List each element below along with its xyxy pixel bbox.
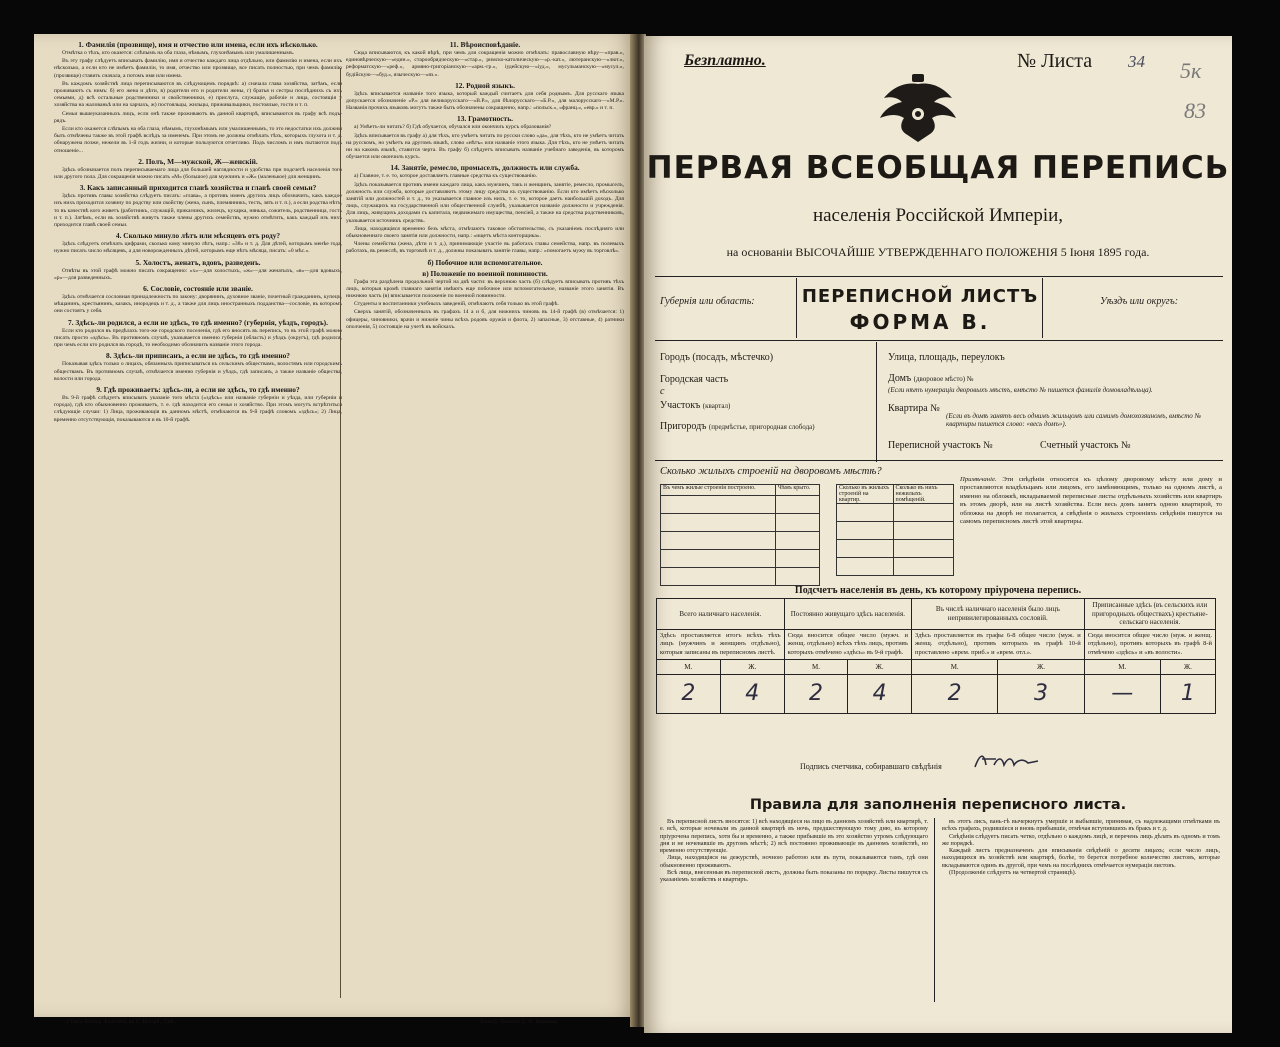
rule — [655, 340, 1223, 341]
sex-label: Ж. — [1160, 660, 1215, 675]
pop-value: 2 — [657, 675, 721, 714]
section-heading: б) Побочное или вспомогательное. — [427, 257, 543, 267]
section-heading: 12. Родной языкъ. — [455, 80, 515, 90]
instruction-paragraph: Сюда вписываются, къ какой вѣрѣ, при чемъ для сокращенія можно отмѣчать: православную вѣру—«прав.», единовѣрческую—«един.», старообрядческую—«стар.», римско-католическую—«р.-кат.», лютеранскую—«лют.», реформатскую—«реф.», армяно-григоріанскую—«арм.-гр.», іудейскую—«іуд.», мусульманскую—«мусул.», будійскую—«буд.», языческую—«яз.». — [346, 50, 624, 78]
rules-column-1 — [660, 818, 928, 1002]
pop-note-peasants: Сюда вносится общее число (муж. и женщ. отдѣльно), противъ которыхъ въ графѣ 8-й отмѣчено «здѣсь» и «въ волости». — [1084, 629, 1215, 660]
house-note-2: (Если нѣтъ нумераціи дворовыхъ мѣстъ, вмѣсто № пишется фамилія домовладѣльца). — [888, 386, 1153, 394]
section-heading: 13. Грамотность. — [457, 114, 513, 124]
instruction-paragraph: Здѣсь противъ главы хозяйства слѣдуетъ писать: «глава», а противъ именъ другихъ лицъ обозначить, какъ каждое изъ нихъ приходится хозяину по родству или свойству (жена, сынъ, племянникъ, тесть, зять и т. п.), а если родства нѣтъ, то въ качествѣ кого живетъ (работникъ, служащій, приказчикъ, жилецъ, кухарка, нянька, сожитель, родственница, гость и т. п.). Затѣмъ, если въ хозяйствѣ живутъ также члены другихъ семействъ, нужно отмѣтить, какъ каждый изъ нихъ приходится главѣ своей семьи. — [54, 193, 342, 229]
section-heading: 2. Полъ, М—мужской, Ж—женскій. — [138, 156, 258, 166]
pop-value: — — [1084, 675, 1160, 714]
instruction-paragraph: а) Умѣетъ-ли читать? б) Гдѣ обучается, обучался или окончилъ курсъ образованія? — [354, 124, 552, 131]
rules-title: Правила для заполненія переписного листа. — [749, 797, 1127, 813]
house-note: (дворовое мѣсто) № — [913, 375, 974, 383]
pop-value: 4 — [848, 675, 912, 714]
pop-note-permanent: Сюда вносится общее число (мужч. и женщ. отдѣльно) всѣхъ тѣхъ лицъ, противъ которыхъ отмѣчено «здѣсь» въ 9-й графѣ. — [784, 629, 911, 660]
rule — [1042, 278, 1043, 338]
pop-value: 1 — [1160, 675, 1215, 714]
instruction-paragraph: Отмѣтка о тѣхъ, кто оказется: слѣпымъ на оба глаза, нѣмымъ, глухонѣмымъ или умалишеннымъ. — [62, 50, 295, 56]
instruction-paragraph: Лица, находящіяся временно безъ мѣста, отмѣчаютъ таковое обстоятельство, съ указаніемъ послѣдняго или обыкновеннаго своего занятія или должности, напр.: «ищетъ мѣста конторщика». — [346, 225, 624, 240]
city-part-value: с — [660, 386, 665, 397]
left-column-2 — [346, 38, 624, 1013]
sex-label: М. — [1084, 660, 1160, 675]
column-divider — [340, 68, 341, 998]
instruction-paragraph: Въ 9-й графѣ слѣдуетъ вписывать указаніе того мѣста («здѣсь» или названіе губерніи и уѣзда, или губерніи и города), гдѣ кто обыкновенно проживаетъ, т. е. гдѣ находится его семья и хозяйство. При этомъ могутъ встрѣтиться слѣдующіе случаи: 1) Лица, проживающія въ данномъ мѣстѣ, отмѣчаются въ 9-й графѣ словомъ «здѣсь»; 2) Лица, временно отсутствующія, показываются и въ 10-й графѣ. — [54, 394, 342, 423]
suburb-note: (предмѣстье, пригородная слобода) — [708, 423, 815, 431]
sheet-title: ПЕРЕПИСНОЙ ЛИСТЪ — [801, 286, 1039, 307]
town-field: Городъ (посадъ, мѣстечко) — [660, 352, 774, 363]
building-count-table — [836, 484, 954, 576]
section-heading: 9. Гдѣ проживаетъ: здѣсь-ли, а если не здѣсь, то гдѣ именно? — [96, 384, 300, 394]
pencil-mark: 83 — [1184, 98, 1206, 123]
pencil-mark: 5к — [1180, 58, 1202, 83]
instruction-paragraph: Здѣсь вписывается въ графу а) для тѣхъ, кто умѣетъ читать по русски слово «да», для тѣхъ, кто не умѣетъ читать на русскомъ, но умѣетъ на другомъ языкѣ, слово «нѣтъ» или названіе этого языка. Для тѣхъ, кто не умѣетъ читать ни на какомъ языкѣ, ставится черта. Въ графу б) слѣдуетъ вписывать названіе учебнаго заведенія, въ которомъ обучается или окончилъ курсъ. — [346, 132, 624, 161]
instruction-paragraph: Члены семейства (жена, дѣти и т. д.), принимающіе участіе въ работахъ главы семейства, напр. въ полевыхъ работахъ, въ ремеслѣ, въ торговлѣ и т. д., должны показывать занятіе главы, напр.: «помогаетъ мужу въ торговлѣ». — [346, 241, 624, 255]
instruction-paragraph: Отвѣты въ этой графѣ можно писать сокращенно: «х»—для холостыхъ, «ж»—для женатыхъ, «в»—для вдовыхъ, «р»—для разведенныхъ. — [54, 267, 342, 281]
sex-label: Ж. — [848, 660, 912, 675]
note-text: Эти свѣдѣнія относятся къ цѣлому дворовому мѣсту или дому и проставляются владѣльцамъ или лицомъ, его замѣняющимъ, только на одномъ листѣ, а именно на обложкѣ, вкладываемой переписные листы отдѣльныхъ хозяйствъ или квартиръ въ этомъ дворѣ, или на листѣ хозяйства. Если весь домъ занятъ одною квартирой, то обложка на дворѣ не полагается, а свѣдѣнія о жилыхъ строеніяхъ свѣдѣнія пишутся на самомъ переписномъ листѣ этой квартиры. — [960, 476, 1222, 526]
rule — [876, 342, 877, 462]
instruction-paragraph: Если кто окажется слѣпымъ на оба глаза, нѣмымъ, глухонѣмымъ или умалишеннымъ, то это недостатки ихъ должны быть отмѣчены также въ этой графѣ вслѣдъ за именемъ. При этомъ не должны отмѣчать тѣхъ, которыхъ глухота и т. д. обнаружена позже, нежели въ 1-й годъ жизни, и которые пользуются отчетливо. Подъ числомъ и имъ пытаются подъ отношеніе... — [54, 126, 342, 154]
form-title: ФОРМА В. — [849, 310, 991, 334]
right-footer-imprint: Типогр. Печатни С. П. Яковлева — [480, 1020, 558, 1025]
precinct-field: Участокъ — [660, 400, 701, 411]
precinct-note: (квартал) — [702, 402, 731, 410]
signature-label: Подпись счетчика, собиравшаго свѣдѣнія — [800, 762, 942, 771]
rule — [934, 818, 935, 1002]
rule — [655, 276, 1223, 277]
section-heading: 7. Здѣсь-ли родился, а если не здѣсь, то гдѣ именно? (губернія, уѣздъ, городъ). — [68, 317, 328, 327]
apartment-note: (Если въ домѣ занятъ весь однимъ жильцомъ или самимъ домохозяиномъ, вмѣсто № квартиры пишется слово: «весь домъ»). — [946, 412, 1202, 428]
pop-value: 4 — [720, 675, 784, 714]
census-basis: на основаніи ВЫСОЧАЙШЕ УТВЕРЖДЕННАГО ПОЛОЖЕНІЯ 5 Іюня 1895 года. — [726, 245, 1150, 259]
sex-label: Ж. — [998, 660, 1084, 675]
table-header: Сколько въ жилыхъ строеній на квартир. — [837, 485, 894, 504]
pop-note-total: Здѣсь проставляется итогъ всѣхъ тѣхъ лицъ (мужчинъ и женщинъ отдѣльно), которыя записаны въ переписномъ листѣ. — [657, 629, 785, 660]
rule-paragraph: Свѣдѣнія слѣдуетъ писать четко, отдѣльно о каждомъ лицѣ, и перечень лицъ дѣлать въ одномъ и томъ же порядкѣ. — [942, 832, 1220, 847]
table-header: Чѣмъ крыто. — [775, 485, 819, 496]
section-heading: в) Положеніе по военной повинности. — [422, 268, 548, 278]
census-subtitle: населенія Россійской Имперіи, — [812, 205, 1064, 226]
instruction-paragraph: Показывая здѣсь только о лицахъ, обязанныхъ приписываться къ сельскимъ обществамъ, волостямъ или городскимъ обществамъ. Въ противномъ случаѣ, отмѣчается именно губернія и уѣздъ, гдѣ записанъ, а также названіе общества, волости или города. — [54, 361, 342, 382]
double-headed-eagle-icon — [876, 72, 960, 148]
instruction-paragraph: Здѣсь слѣдуетъ отмѣчать цифрами, сколько кому минуло лѣтъ, напр.: «38» и т. д. Для дѣтей, которымъ менѣе года, нужно писать число мѣсяцевъ, а для новорожденныхъ дѣтей, которымъ еще нѣтъ мѣсяца, писать: «0 мѣс.». — [54, 241, 342, 255]
instruction-paragraph: Въ эту графу слѣдуетъ вписывать фамилію, имя и отчество каждаго лица отдѣльно, или фамилію и имена, если ихъ нѣсколько, а если кто не имѣетъ фамиліи, то имя, отчество или прозвище, все писать полностью, при чемъ фамилію (прозвище) ставить сначала, а потомъ имя или имена. — [54, 58, 342, 79]
rule-paragraph: Лица, находящіяся на дежурствѣ, ночною работою или въ пути, показываются тамъ, гдѣ они обыкновенно проживаютъ. — [660, 854, 928, 869]
left-footer-imprint: 1 Типо-Литогр. Колотичъ въ С. Петерб., Спб. — [66, 1020, 176, 1025]
rule — [655, 460, 1223, 461]
district-label: Уѣздъ или округъ: — [1100, 296, 1179, 307]
section-heading: 14. Занятіе, ремесло, промыселъ, должность или служба. — [390, 163, 580, 173]
population-title: Подсчетъ населенія въ день, къ которому пріурочена перепись. — [794, 585, 1082, 596]
instruction-paragraph: Семьи вышеуказанныхъ лицъ, если онѣ также проживаютъ въ данной квартирѣ, вписываются въ графу всѣ подъ-рядъ. — [54, 110, 342, 124]
pop-header-permanent: Постоянно живущаго здѣсь населенія. — [784, 599, 911, 630]
section-heading: 6. Сословіе, состояніе или званіе. — [143, 284, 253, 294]
pop-header-total: Всего наличнаго населенія. — [657, 599, 785, 630]
sex-label: М. — [784, 660, 848, 675]
instruction-paragraph: Здѣсь отмѣчается сословная принадлежность по закону: дворянинъ, духовное званіе, почетный гражданинъ, купецъ, мѣщанинъ, крестьянинъ, казакъ, инородецъ и т. д., а также для лицъ иностранныхъ подданства—сословіе, въ которомъ они состоятъ у себя. — [54, 294, 342, 315]
section-heading: 11. Вѣроисповѣданіе. — [449, 40, 521, 49]
sex-label: М. — [657, 660, 721, 675]
left-column-1 — [54, 38, 342, 1013]
instruction-paragraph: Здѣсь обозначается полъ переписываемаго лица для большей наглядности и удобства при подсчетѣ населенія того или другого пола. Для сокращенія можно писать «М» (большое) для мужчинъ и «Ж» (маленькое) для женщинъ. — [54, 166, 342, 181]
note-block — [960, 476, 1222, 526]
instruction-paragraph: Здѣсь показывается противъ имени каждаго лица, какъ мужчинъ, такъ и женщинъ, занятіе, ремесло, промыселъ, должность или служба, которые доставляютъ этому лицу средства къ существованію. Если кто имѣетъ нѣсколько занятій или должностей и т. д., то указывается главное изъ нихъ, т. е. то, которое даетъ наибольшій доходъ. Для лицъ, служащихъ на государственной или общественной службѣ, указывается названіе должности и учрежденія. Для лицъ, живущихъ доходами съ капитала, недвижимаго имущества, пенсіей, а также на средства родственниковъ, указывается источникъ средствъ. — [346, 181, 624, 224]
instruction-paragraph: Графа эта раздѣлена продольной чертой на двѣ части: въ верхнюю часть (б) слѣдуетъ вписывать противъ тѣхъ лицъ, которыя кромѣ главнаго занятія имѣютъ еще побочное или вспомогательное, названіе этого занятія. Въ нижнюю часть (в) вписывается положеніе по военной повинности. — [346, 278, 624, 300]
instruction-paragraph: Здѣсь вписывается названіе того языка, который каждый считаетъ для себя роднымъ. Для русскаго языка допускается обозначеніе «Р.» для великорусскаго—«В.Р.», для бѣлорусскаго—«Б.Р.», для малорусскаго—«М.Р.». Названія прочихъ языковъ могутъ также быть обозначены сокращенно, напр.: «польск.», «франц.», «евр.» и т. п. — [346, 90, 624, 112]
rules-column-2 — [942, 818, 1220, 1002]
free-label: Безплатно. — [684, 52, 766, 69]
sex-label: Ж. — [720, 660, 784, 675]
pop-value: 3 — [998, 675, 1084, 714]
rule — [796, 278, 797, 338]
pop-note-military: Здѣсь проставляется въ графы 6-8 общее число (муж. и женщ. отдѣльно), противъ которыхъ въ графѣ 10-й проставлено «врем. приб.» и «врем. отл.». — [912, 629, 1085, 660]
pop-header-military: Въ числѣ наличнаго населенія было лицъ непривилегированныхъ сословій. — [912, 599, 1085, 630]
table-header: Сколько въ нихъ нежилыхъ помѣщеній. — [893, 485, 953, 504]
section-heading: 4. Сколько минуло лѣтъ или мѣсяцевъ отъ роду? — [115, 231, 281, 241]
section-heading: 5. Холостъ, женатъ, вдовъ, разведенъ. — [135, 257, 261, 267]
section-heading: 1. Фамилія (прозвище), имя и отчество или имена, если ихъ нѣсколько. — [78, 40, 318, 49]
pop-value: 2 — [784, 675, 848, 714]
apartment-field: Квартира № — [888, 403, 940, 414]
instruction-paragraph: Въ каждомъ хозяйствѣ лица переписываются въ слѣдующемъ порядкѣ: а) сначала глава хозяйства, затѣмъ, если проживаютъ съ нимъ: б) его жена и дѣти, в) родители его и родители жены, г) братья и сестры послѣднихъ съ ихъ семьями, д) всѣ остальные родственники и свойственники, е) прислуга, служащіе, рабочіе и лица, состоящія у хозяйства на жалованьѣ или на харчахъ, ж) постояльцы, жильцы, приживальщики, постоялые, гости и т. п. — [54, 80, 342, 109]
sex-label: М. — [912, 660, 998, 675]
dwellings-question: Сколько жилыхъ строеній на дворовомъ мѣстѣ? — [660, 466, 882, 477]
section-heading: 8. Здѣсь-ли приписанъ, а если не здѣсь, то гдѣ именно? — [106, 351, 290, 361]
pop-header-peasants: Приписанные здѣсь (въ сельскихъ или пригородныхъ обществахъ) крестьяне-сельскаго населенія. — [1084, 599, 1215, 630]
rule-paragraph: Въ переписной листъ вносятся: 1) всѣ находящіеся на лицо въ данномъ хозяйствѣ или квартирѣ, т. е. всѣ, которые ночевали въ данной квартирѣ въ ночь, предшествующую тому дню, къ которому пріурочена перепись, хотя бы и временно, а также прибывшіе въ это хозяйство утромъ слѣдующаго дня и не ночевавшіе въ другомъ мѣстѣ; 2) всѣ постоянно проживающіе въ данномъ хозяйствѣ, но временно отсутствующіе. — [660, 818, 928, 855]
instruction-paragraph: Если кто родился въ предѣлахъ того-же городского поселенія, гдѣ его вносятъ въ перепись, то въ этой графѣ можно писать просто «здѣсь». Въ противномъ случаѣ, указывается именно губернія (область) и уѣздъ (округъ), гдѣ родился, при чемъ если кто родился въ городѣ, то необходимо обозначить названіе этого города. — [54, 327, 342, 349]
census-title: ПЕРВАЯ ВСЕОБЩАЯ ПЕРЕПИСЬ — [646, 150, 1230, 186]
population-table — [656, 598, 1216, 714]
section-heading: 3. Какъ записанный приходится главѣ хозяйства и главѣ своей семьи? — [79, 183, 317, 193]
street-field: Улица, площадь, переулокъ — [888, 352, 1005, 363]
enumerator-signature — [972, 749, 1042, 771]
rule-paragraph: (Продолженіе слѣдуетъ на четвертой страницѣ). — [949, 869, 1077, 877]
sheet-number-value: 34 — [1128, 52, 1145, 71]
province-label: Губернія или область: — [660, 296, 755, 307]
table-header: Въ чемъ жилые строенія построено. — [661, 485, 776, 496]
sheet-number-label: № Листа — [1017, 50, 1093, 72]
census-district-field: Переписной участокъ № — [888, 440, 993, 451]
rule-paragraph: Всѣ лица, внесенныя въ переписной листъ, должны быть показаны по порядку. Листы пишутся съ указаніемъ хозяйствъ и квартиръ. — [660, 869, 928, 884]
instruction-paragraph: а) Главное, т. е. то, которое доставляетъ главные средства къ существованію. — [354, 173, 538, 180]
house-field: Домъ — [888, 373, 912, 384]
note-title: Примѣчаніе. — [960, 476, 997, 483]
instruction-paragraph: Студенты и воспитанники учебныхъ заведеній, отмѣчаютъ себя только въ этой графѣ. — [354, 301, 559, 308]
suburb-field: Пригородъ — [660, 421, 707, 432]
instruction-paragraph: Сверхъ занятій, обозначенныхъ въ графахъ 14 а и б, для нижнихъ чиновъ въ 14-й графѣ (в) отмѣчается: 1) офицеры, чиновники, врачи и нижніе чины всѣхъ родовъ оружія и флота, 2) запасные, 3) отставные, 4) ратники ополченія, 5) состоящіе на учетѣ въ войскахъ. — [346, 309, 624, 330]
rule-paragraph: въ этотъ лисъ, вань-гѣ вычеркнутъ умершіе и выбывшіе, принимая, съ надлежащими отмѣтками въ всѣхъ графахъ, родившіеся и вновь прибывшіе, отмѣчая вступившихъ въ бракъ и т. д. — [942, 818, 1220, 833]
building-material-table — [660, 484, 820, 586]
pop-value: 2 — [912, 675, 998, 714]
city-part-field: Городская часть — [660, 374, 729, 385]
counting-district-field: Счетный участокъ № — [1040, 440, 1131, 451]
rule-paragraph: Каждый листъ предназначенъ для вписыванія свѣдѣній о десяти лицахъ; если число лицъ, находящихся въ хозяйствѣ или квартирѣ, болѣе, то берется потребное количество листовъ, которые вкладываются одинъ въ другой, при чемъ на послѣднихъ отмѣчается нумерація листовъ. — [942, 847, 1220, 869]
